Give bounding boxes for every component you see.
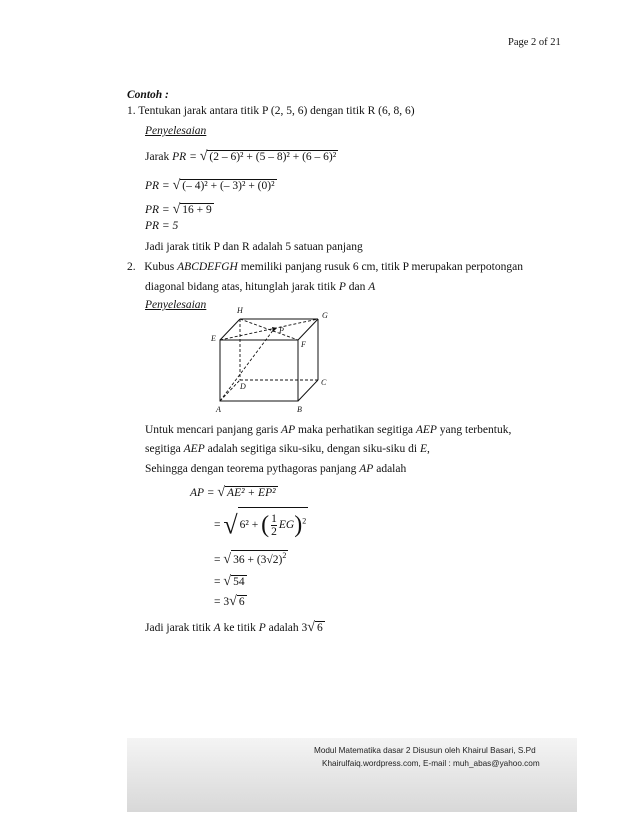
q2-paragraph-2: segitiga AEP adalah segitiga siku-siku, dengan siku-siku di E, [145,443,430,455]
q2-conclusion: Jadi jarak titik A ke titik P adalah 3√ 6 [145,620,323,635]
edge-fg [298,319,318,340]
q2-step-3: = √ $36 + (3√2)^2$ [214,551,287,567]
q1-step-3: PR = √ 16 + 9 [145,202,212,217]
q2-step-5: = 3√ 6 [214,594,245,609]
section-heading: Contoh : [127,89,169,101]
q2-step-1: AP = √ AE² + EP² [190,485,276,500]
q1-step-1: Jarak PR = √ (2 – 6)² + (5 – 8)² + (6 – 6)² [145,149,337,164]
footer-line-2: Khairulfaiq.wordpress.com, E-mail : muh_abas@yahoo.com [322,759,540,768]
label-f: F [301,340,306,349]
page-footer [127,738,577,812]
edge-eh [220,319,240,340]
q2-solution-heading: Penyelesaian [145,299,207,311]
q2-paragraph-3: Sehingga dengan teorema pythagoras panjang AP adalah [145,463,407,475]
cube-diagram [200,302,350,422]
label-p: P [279,326,284,335]
q1-solution-heading: Penyelesaian [145,125,207,137]
q1-step-2: PR = √ (– 4)² + (– 3)² + (0)² [145,178,275,193]
q2-paragraph-1: Untuk mencari panjang garis AP maka perhatikan segitiga AEP yang terbentuk, [145,424,512,436]
q2-step-4: = √ 54 [214,574,245,589]
footer-line-1: Modul Matematika dasar 2 Disusun oleh Khairul Basari, S.Pd [314,746,536,755]
label-c: C [321,378,327,387]
label-a: A [216,405,221,414]
q1-step-4: PR = 5 [145,220,179,232]
edge-bc [298,380,318,401]
label-e: E [211,334,216,343]
edge-ad [220,380,240,401]
front-face [220,340,298,401]
question-1: 1. Tentukan jarak antara titik P (2, 5, 6) dengan titik R (6, 8, 6) [127,105,415,117]
question-2-line-2: diagonal bidang atas, hitunglah jarak titik P dan A [145,281,376,293]
label-d: D [240,382,246,391]
diagonal-hf [240,319,298,340]
page-number: Page 2 of 21 [508,37,561,48]
label-g: G [322,311,328,320]
label-h: H [237,306,243,315]
question-2-line-1: 2. Kubus ABCDEFGH memiliki panjang rusuk 6 cm, titik P merupakan perpotongan [127,261,523,273]
q1-conclusion: Jadi jarak titik P dan R adalah 5 satuan panjang [145,241,363,253]
q2-step-2: = √ 6² + ( $\frac{1}{2}$ EG)$^2$ [214,507,308,541]
label-b: B [297,405,302,414]
